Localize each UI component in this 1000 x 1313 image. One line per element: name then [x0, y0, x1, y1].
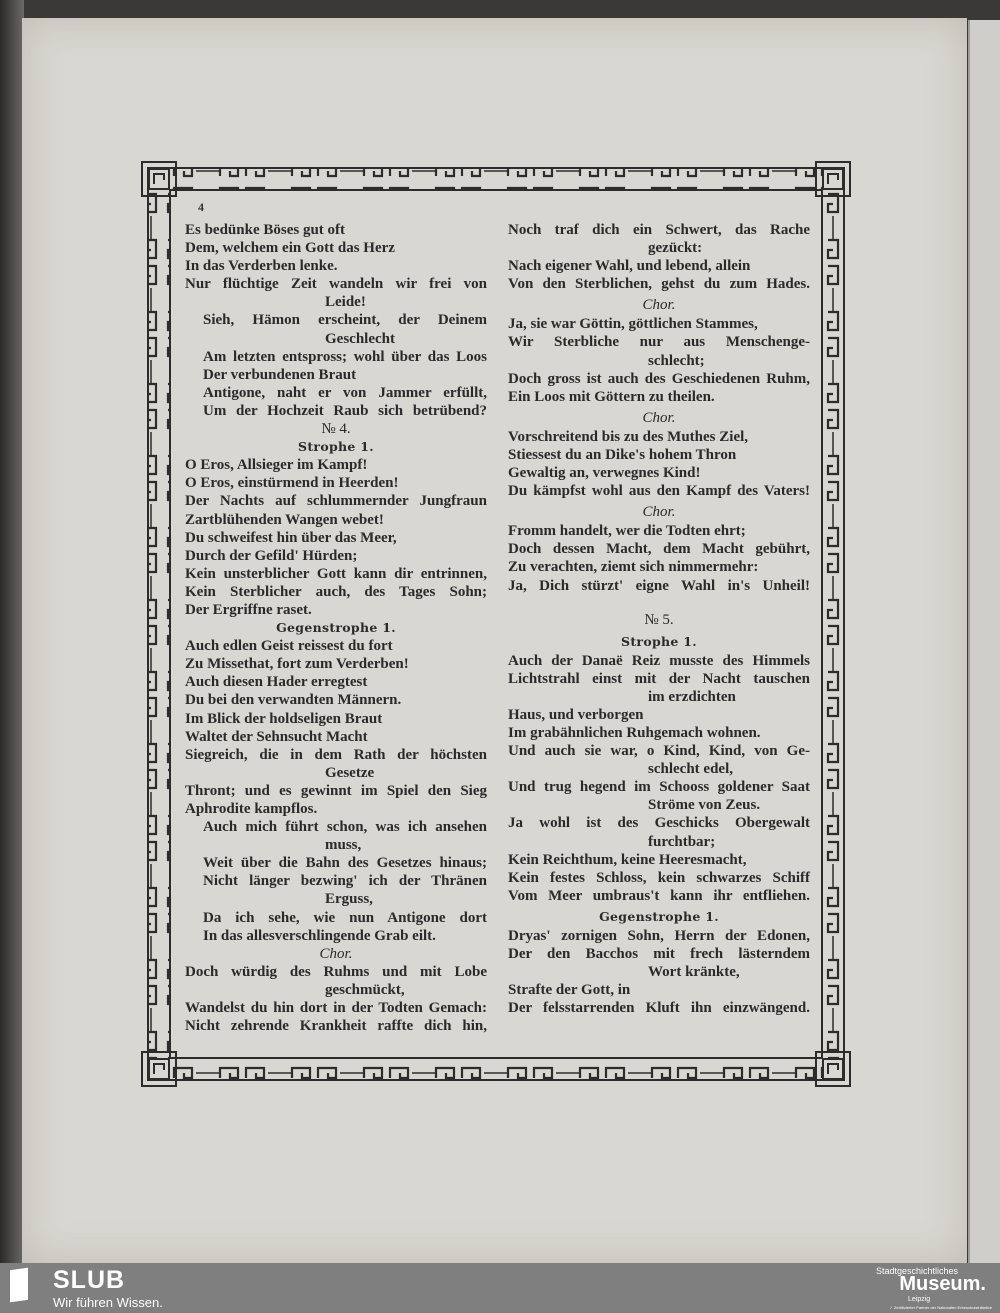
section-number: № 5.	[644, 611, 674, 628]
verse-line: Am letzten entspross; wohl über das Loos	[203, 348, 487, 365]
verse-line: Kein Sterblicher auch, des Tages Sohn;	[185, 583, 487, 600]
verse-line: Antigone, naht er von Jammer erfüllt,	[203, 384, 487, 401]
verse-line: Ja, Dich stürzt' eigne Wahl in's Unheil!	[508, 577, 810, 594]
verse-line: Waltet der Sehnsucht Macht	[185, 728, 368, 745]
verse-line: Von den Sterblichen, gehst du zum Hades.	[508, 276, 810, 293]
verse-line: Vom Meer umbraus't kann ihr entfliehen.	[508, 887, 810, 904]
verse-line: Ja wohl ist des Geschicks Obergewalt	[508, 815, 810, 832]
museum-logo[interactable]: Museum.	[899, 1273, 986, 1295]
verse-line: Zu Missethat, fort zum Verderben!	[185, 656, 409, 673]
verse-line: Gesetze	[325, 764, 375, 781]
verse-line: Strafte der Gott, in	[508, 982, 631, 999]
verse-line: schlecht;	[648, 352, 705, 369]
verse-line: Siegreich, die in dem Rath der höchsten	[185, 746, 487, 763]
verse-line: Weit über die Bahn des Gesetzes hinaus;	[203, 855, 487, 872]
verse-line: Durch der Gefild' Hürden;	[185, 547, 358, 564]
verse-line: Thront; und es gewinnt im Spiel den Sieg	[185, 782, 487, 799]
verse-line: schlecht edel,	[648, 761, 733, 778]
verse-line: furchtbar;	[648, 833, 716, 850]
verse-line: Auch diesen Hader erregtest	[185, 674, 368, 691]
verse-line: Ein Loos mit Göttern zu theilen.	[508, 388, 715, 405]
verse-line: Doch würdig des Ruhms und mit Lobe	[185, 963, 487, 980]
museum-certification: ✓ Zertifizierter Partner der Nationalen Erbeschutzinitiative	[889, 1305, 992, 1310]
verse-line: Und auch sie war, o Kind, Kind, von Ge-	[508, 743, 810, 760]
verse-line: Der felsstarrenden Kluft ihn einzwängend.	[508, 1000, 810, 1017]
verse-line: Nach eigener Wahl, und lebend, allein	[508, 258, 751, 275]
verse-line: Doch gross ist auch des Geschiedenen Ruhm,	[508, 370, 810, 387]
chorus-label: Chor.	[642, 297, 676, 314]
verse-line: im erzdichten	[648, 688, 736, 705]
verse-line: muss,	[325, 837, 362, 854]
verse-line: In das Verderben lenke.	[185, 258, 338, 275]
verse-line: Stiessest du an Dike's hohem Thron	[508, 446, 737, 463]
next-page-edge	[968, 20, 1000, 1263]
museum-city: Leipzig	[908, 1296, 931, 1303]
verse-line: Der den Bacchos mit frech lästerndem	[508, 946, 810, 962]
verse-line: Nicht länger bezwing' ich der Thränen	[203, 873, 487, 890]
verse-line: Ströme von Zeus.	[648, 797, 761, 814]
section-heading: Strophe 1.	[298, 439, 374, 455]
verse-line: Sieh, Hämon erscheint, der Deinem	[203, 312, 487, 329]
footer-bar	[0, 1263, 1000, 1313]
verse-line: Leide!	[325, 294, 366, 311]
verse-line: O Eros, Allsieger im Kampf!	[185, 457, 368, 474]
section-heading: Strophe 1.	[621, 633, 697, 649]
scan-edge	[0, 0, 24, 1263]
verse-line: gezückt:	[648, 240, 703, 257]
chorus-label: Chor.	[642, 504, 676, 521]
verse-line: Lichtstrahl einst mit der Nacht tauschen	[508, 670, 810, 687]
chorus-label: Chor.	[319, 945, 353, 962]
verse-line: Auch mich führt schon, was ich ansehen	[203, 819, 487, 836]
verse-line: Und trug hegend im Schooss goldener Saat	[508, 779, 810, 796]
verse-line: Im Blick der holdseligen Braut	[185, 710, 383, 727]
section-number: № 4.	[321, 421, 351, 438]
verse-line: geschmückt,	[325, 981, 405, 998]
verse-line: O Eros, einstürmend in Heerden!	[185, 475, 399, 492]
section-heading: Gegenstrophe 1.	[599, 908, 719, 924]
verse-line: Du kämpfst wohl aus den Kampf des Vaters!	[508, 483, 810, 500]
slub-book-icon	[10, 1268, 28, 1303]
verse-line: Zartblühenden Wangen webet!	[185, 511, 384, 528]
verse-line: Auch edlen Geist reissest du fort	[185, 638, 393, 655]
chorus-label: Chor.	[642, 409, 676, 426]
verse-line: Fromm handelt, wer die Todten ehrt;	[508, 523, 746, 540]
verse-line: Da ich sehe, wie nun Antigone dort	[203, 909, 487, 926]
verse-line: Es bedünke Böses gut oft	[185, 222, 346, 238]
verse-line: Der Ergriffne raset.	[185, 601, 312, 618]
verse-line: Dryas' zornigen Sohn, Herrn der Edonen,	[508, 927, 810, 944]
verse-line: Der Nachts auf schlummernder Jungfraun	[185, 493, 487, 510]
verse-line: Nicht zehrende Krankheit raffte dich hin,	[185, 1018, 487, 1035]
left-column	[185, 221, 487, 1035]
verse-line: Geschlecht	[325, 330, 395, 347]
slub-logo[interactable]: SLUB	[53, 1266, 126, 1294]
verse-line: Um der Hochzeit Raub sich betrübend?	[203, 402, 487, 419]
verse-line: Doch dessen Macht, dem Macht gebührt,	[508, 541, 810, 558]
verse-line: Wandelst du hin dort in der Todten Gemach:	[185, 1000, 487, 1017]
right-column	[508, 221, 810, 1017]
verse-line: Gewaltig an, verwegnes Kind!	[508, 465, 701, 482]
verse-line: Wir Sterbliche nur aus Menschenge-	[508, 334, 810, 351]
verse-line: Vorschreitend bis zu des Muthes Ziel,	[508, 428, 749, 445]
slub-tagline: Wir führen Wissen.	[53, 1295, 163, 1310]
verse-line: Dem, welchem ein Gott das Herz	[185, 240, 395, 257]
verse-line: Zu verachten, ziemt sich nimmermehr:	[508, 559, 759, 576]
section-heading: Gegenstrophe 1.	[276, 620, 396, 636]
verse-line: Ja, sie war Göttin, göttlichen Stammes,	[508, 316, 758, 333]
verse-line: Erguss,	[325, 891, 373, 908]
verse-line: Der verbundenen Braut	[203, 366, 357, 383]
museum-label: Stadtgeschichtliches	[875, 1266, 958, 1276]
verse-line: Haus, und verborgen	[508, 706, 644, 723]
verse-line: Auch der Danaë Reiz musste des Himmels	[508, 652, 810, 669]
verse-line: In das allesverschlingende Grab eilt.	[203, 927, 436, 944]
verse-line: Noch traf dich ein Schwert, das Rache	[508, 222, 810, 238]
verse-line: Kein unsterblicher Gott kann dir entrinnen,	[185, 565, 487, 582]
verse-line: Im grabähnlichen Ruhgemach wohnen.	[508, 724, 761, 741]
verse-line: Kein Reichthum, keine Heeresmacht,	[508, 851, 747, 868]
page-number: 4	[198, 200, 204, 214]
verse-line: Nur flüchtige Zeit wandeln wir frei von	[185, 276, 487, 293]
verse-line: Wort kränkte,	[648, 964, 740, 981]
verse-line: Du bei den verwandten Männern.	[185, 692, 402, 709]
verse-line: Aphrodite kampflos.	[185, 801, 318, 817]
verse-line: Du schweifest hin über das Meer,	[185, 529, 397, 546]
verse-line: Kein festes Schloss, kein schwarzes Schiff	[508, 869, 810, 886]
